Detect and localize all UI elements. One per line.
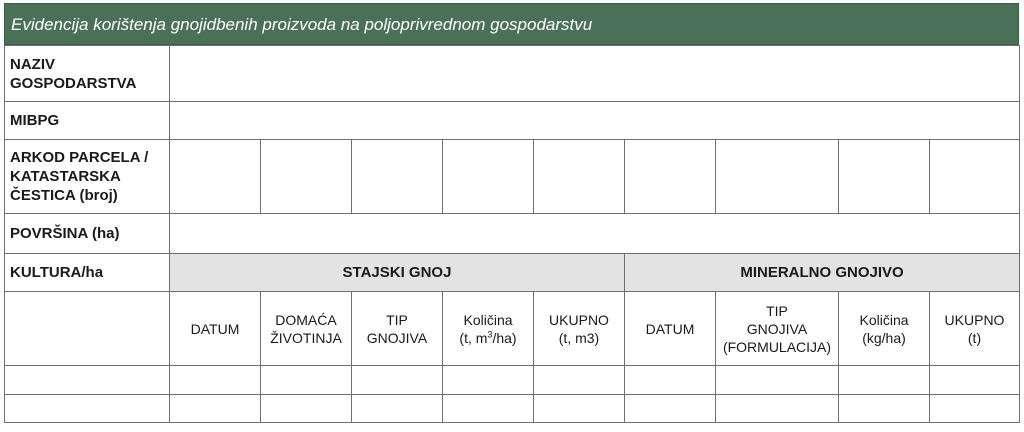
input-cell[interactable] — [930, 395, 1020, 423]
input-kultura-cell[interactable] — [5, 366, 170, 395]
input-mibpg[interactable] — [170, 102, 1020, 140]
row-naziv — [5, 46, 1020, 102]
header-stajski-datum: DATUM — [170, 292, 261, 366]
header-stajski-kolicina: Količina (t, $m^3/ha$) — [443, 292, 534, 366]
section-mineralno-gnojivo: MINERALNO GNOJIVO — [625, 254, 1020, 292]
header-mineralno-datum: DATUM — [625, 292, 716, 366]
header-stajski-tip-gnojiva: TIP GNOJIVA — [352, 292, 443, 366]
input-arkod-cell[interactable] — [625, 140, 716, 214]
input-cell[interactable] — [170, 395, 261, 423]
input-arkod-cell[interactable] — [930, 140, 1020, 214]
row-mibpg — [5, 102, 1020, 140]
input-cell[interactable] — [443, 366, 534, 395]
input-cell[interactable] — [625, 366, 716, 395]
header-stajski-domaca-zivotinja: DOMAĆA ŽIVOTINJA — [261, 292, 352, 366]
input-cell[interactable] — [534, 366, 625, 395]
input-povrsina[interactable] — [170, 214, 1020, 254]
row-povrsina — [5, 214, 1020, 254]
input-arkod-cell[interactable] — [534, 140, 625, 214]
label-kultura: KULTURA/ha — [5, 254, 170, 292]
input-arkod-cell[interactable] — [352, 140, 443, 214]
input-arkod-cell[interactable] — [261, 140, 352, 214]
header-mineralno-kolicina: Količina (kg/ha) — [839, 292, 930, 366]
input-arkod-cell[interactable] — [443, 140, 534, 214]
header-mineralno-ukupno: UKUPNO (t) — [930, 292, 1020, 366]
column-header-row — [5, 292, 1020, 366]
section-stajski-gnoj: STAJSKI GNOJ — [170, 254, 625, 292]
row-kultura — [5, 254, 1020, 292]
input-arkod-cell[interactable] — [170, 140, 261, 214]
input-cell[interactable] — [352, 395, 443, 423]
input-cell[interactable] — [534, 395, 625, 423]
fertilizer-record-form — [4, 3, 1019, 423]
input-cell[interactable] — [625, 395, 716, 423]
input-cell[interactable] — [170, 366, 261, 395]
input-arkod-cell[interactable] — [716, 140, 839, 214]
header-blank-cell — [5, 292, 170, 366]
input-cell[interactable] — [839, 366, 930, 395]
input-cell[interactable] — [930, 366, 1020, 395]
label-mibpg: MIBPG — [5, 102, 170, 140]
label-povrsina: POVRŠINA (ha) — [5, 214, 170, 254]
record-table — [4, 45, 1020, 423]
table-row — [5, 395, 1020, 423]
header-mineralno-tip-gnojiva: TIP GNOJIVA (FORMULACIJA) — [716, 292, 839, 366]
input-kultura-cell[interactable] — [5, 395, 170, 423]
input-arkod-cell[interactable] — [839, 140, 930, 214]
input-cell[interactable] — [261, 395, 352, 423]
form-title: Evidencija korištenja gnojidbenih proizvoda na poljoprivrednom gospodarstvu — [4, 3, 1019, 45]
label-arkod-parcela: ARKOD PARCELA / KATASTARSKA ČESTICA (broj) — [5, 140, 170, 214]
input-cell[interactable] — [352, 366, 443, 395]
input-cell[interactable] — [443, 395, 534, 423]
label-naziv-gospodarstva: NAZIV GOSPODARSTVA — [5, 46, 170, 102]
input-cell[interactable] — [839, 395, 930, 423]
row-arkod — [5, 140, 1020, 214]
input-naziv-gospodarstva[interactable] — [170, 46, 1020, 102]
header-stajski-ukupno: UKUPNO (t, m3) — [534, 292, 625, 366]
table-row — [5, 366, 1020, 395]
input-cell[interactable] — [716, 366, 839, 395]
input-cell[interactable] — [261, 366, 352, 395]
input-cell[interactable] — [716, 395, 839, 423]
